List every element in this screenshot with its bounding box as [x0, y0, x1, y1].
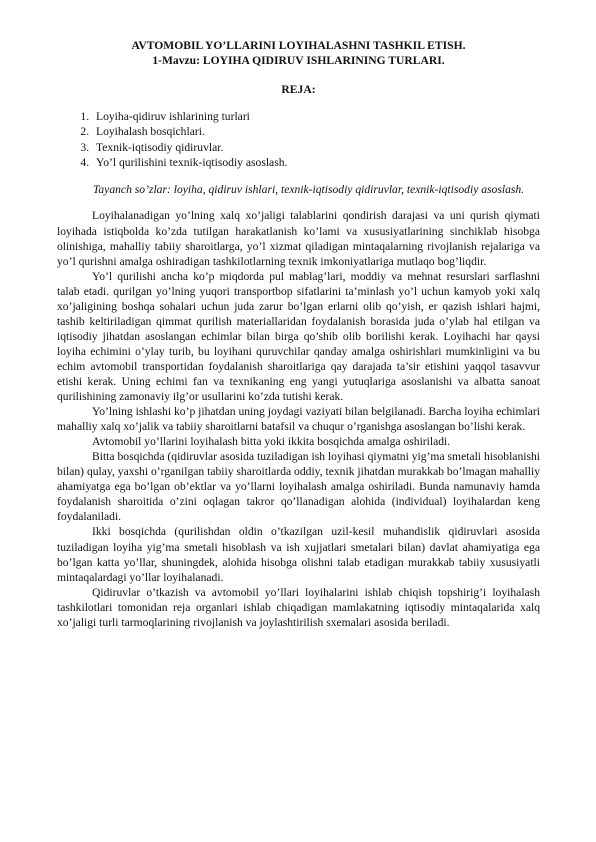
keywords: Tayanch so’zlar: loyiha, qidiruv ishlari, texnik-iqtisodiy qidiruvlar, texnik-iqtisodiy asoslash.	[93, 183, 525, 197]
paragraph: Loyihalanadigan yo’lning xalq xo’jaligi talablarini qondirish darajasi va uni qurish qiymati loyihada istiqbolda ko’zda tutilgan harakatlanish ko’lami va xususiyatlarining sinchiklab hisobga olinishiga, mahalliy tabiiy sharoitlarga, yo’l xizmat qiladigan mintaqalarning rivojlanish rejalariga va yo’l qurishni amalga oshiradigan tashkilotlarning texnik imkoniyatlariga mutlaqo bog’liqdir.	[57, 209, 540, 268]
paragraph: Qidiruvlar o’tkazish va avtomobil yo’llari loyihalarini ishlab chiqish topshirig’i loyihalash tashkilotlari tomonidan reja organlari ishlab chiqadigan mamlakatning iqtisodiy mintaqalarida xalq xo’jaligi turli tarmoqlarining rivojlanish va joylashtirilish sxemalari asosida beriladi.	[57, 585, 540, 629]
plan-heading: REJA:	[281, 83, 316, 96]
plan-item: 1. Loyiha-qidiruv ishlarining turlari	[92, 109, 540, 124]
paragraph: Yo’l qurilishi ancha ko’p miqdorda pul mablag’lari, moddiy va mehnat resurslari sarflashni talab etadi. qurilgan yo’lning yuqori transportbop sifatlarini ta’minlash yo’l uchun kamyob yoki xalq xo’jaligining boshqa sohalari uchun juda zarur bo’lgan erlarni olib qo’yish, er qazish ishlari hajmi, tashib keltiriladigan qimmat qurilish materiallaridan foydalanish borasida juda o’ylab hal etilgan va iqtisodiy jihatdan asoslangan echimlar bilan birga qo’shib olib borilishi kerak. Loyihachi har qaysi loyiha echimini o’ylay turib, bu loyihani quruvchilar qanday amalga oshirishlari mumkinligini va bu echim avtomobil transportidan foydalanish sharoitlariga qay darajada ta’sir etishini yaqqol tasavvur etishi kerak. Uning echimi fan va texnikaning eng yangi yutuqlariga asoslanishi va albatta sanoat qurilishining zamonaviy ilg’or usullarini ko’zda tutishi kerak.	[57, 269, 540, 404]
paragraph: Avtomobil yo’llarini loyihalash bitta yoki ikkita bosqichda amalga oshiriladi.	[92, 435, 451, 449]
document-title: AVTOMOBIL YO’LLARINI LOYIHALASHNI TASHKIL ETISH.	[131, 39, 466, 52]
plan-item: 4. Yo’l qurilishini texnik-iqtisodiy asoslash.	[92, 155, 540, 170]
paragraph: Bitta bosqichda (qidiruvlar asosida tuziladigan ish loyihasi qiymatni yig’ma smetali hisoblanishi bilan) qulay, yaxshi o’rganilgan tabiiy sharoitlarda oddiy, texnik jihatdan murakkab bo’lmagan mahalliy ahamiyatga ega bo’lgan ob’ektlar va yo’llarni loyihalash amalga oshiriladi. Bunda namunaviy hamda foydalanish sharoitida o’zini oqlagan takror qo’llanadigan alohida (individual) loyihalardan keng foydalaniladi.	[57, 450, 540, 524]
paragraph: Yo’lning ishlashi ko’p jihatdan uning joydagi vaziyati bilan belgilanadi. Barcha loyiha echimlari mahalliy xalq xo’jalik va tabiiy sharoitlarni batafsil va chuqur o’rganishga asoslangan bo’lishi kerak.	[57, 405, 540, 434]
paragraph: Ikki bosqichda (qurilishdan oldin o’tkazilgan uzil-kesil muhandislik qidiruvlari asosida tuziladigan loyiha yig’ma smetali hisoblash va ish xujjatlari smetalari bilan) davlat ahamiyatiga ega bo’lgan katta yo’llar, shuningdek, alohida hisobga olishni talab etadigan murakkab tabiiy xususiyatli mintaqalardagi yo’llar loyihalanadi.	[57, 525, 540, 584]
topic-title: 1-Mavzu: LOYIHA QIDIRUV ISHLARINING TURLARI.	[152, 54, 445, 67]
plan-item: 2. Loyihalash bosqichlari.	[92, 124, 540, 139]
plan-list	[57, 109, 540, 170]
plan-item: 3. Texnik-iqtisodiy qidiruvlar.	[92, 140, 540, 155]
